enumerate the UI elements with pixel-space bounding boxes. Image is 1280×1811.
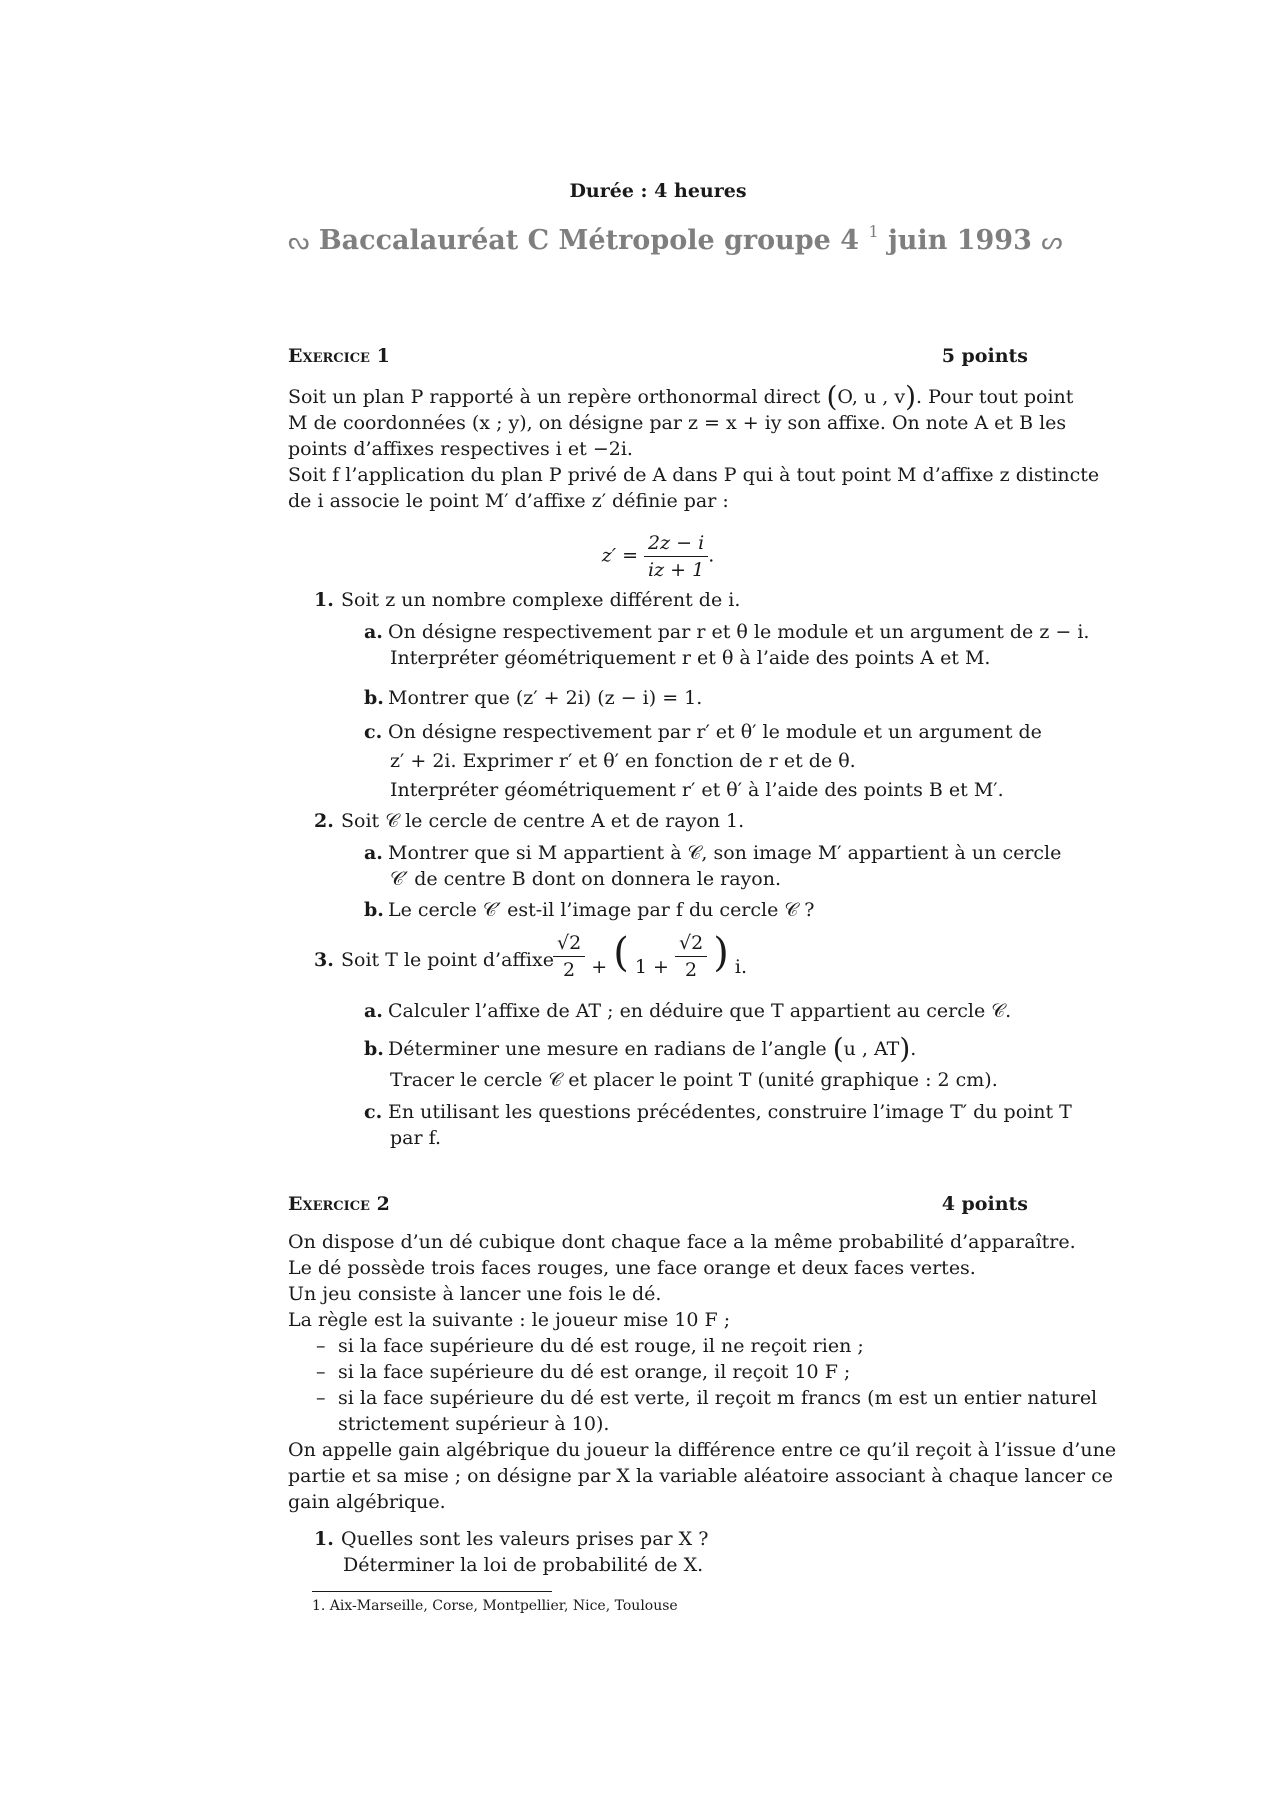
question-text: Le cercle 𝒞′ est-il l’image par f du cercle 𝒞 ? [388, 899, 815, 921]
subquestion-letter: c. [364, 721, 383, 743]
duration: Durée : 4 heures [569, 180, 747, 202]
subquestion-letter: c. [364, 1101, 383, 1123]
subquestion-letter: b. [364, 899, 384, 921]
paragraph-line: gain algébrique. [288, 1491, 446, 1513]
list-item [288, 1385, 1098, 1411]
page [288, 0, 1117, 1811]
list-item [288, 1359, 1028, 1385]
intro-line: Soit f l’application du plan P privé de A dans P qui à tout point M d’affixe z distincte [288, 464, 1100, 486]
bullet-text: si la face supérieure du dé est orange, il reçoit 10 F ; [338, 1361, 851, 1383]
bullet-text: strictement supérieur à 10). [338, 1413, 610, 1435]
question-text: par f. [390, 1127, 442, 1149]
question-3a [288, 998, 1130, 1024]
paragraph-line: On dispose d’un dé cubique dont chaque face a la même probabilité d’apparaître. [288, 1231, 1076, 1253]
sqrt2-over-2 [553, 930, 585, 983]
question-2a [288, 840, 1130, 892]
paragraph-line: Un jeu consiste à lancer une fois le dé. [288, 1283, 662, 1305]
question-1c [288, 719, 1130, 803]
plus-sign: + [591, 956, 608, 978]
exercise1-name: Exercice 1 [288, 345, 390, 367]
subquestion-letter: a. [364, 1000, 383, 1022]
exercise1-heading [288, 343, 1028, 369]
frac-den: 2 [563, 959, 576, 981]
ornament-left-icon: ᔓ [288, 227, 310, 255]
title-date: juin 1993 [888, 225, 1032, 256]
formula-fraction [644, 530, 708, 583]
exercise2-heading [288, 1191, 1028, 1217]
question-2b [288, 897, 1130, 923]
subquestion-letter: a. [364, 621, 383, 643]
intro-line: . Pour tout point [916, 386, 1074, 408]
question-1 [288, 587, 1083, 613]
question-text: Déterminer une mesure en radians de l’angle [388, 1038, 827, 1060]
question-number: 2. [314, 810, 334, 832]
question-text: On désigne respectivement par r′ et θ′ le module et un argument de [388, 721, 1042, 743]
paragraph-line: La règle est la suivante : le joueur mise 10 F ; [288, 1309, 731, 1331]
question-text: Tracer le cercle 𝒞 et placer le point T (unité graphique : 2 cm). [390, 1069, 998, 1091]
frac-num: √2 [553, 930, 585, 957]
repere: O, u , v [837, 386, 906, 408]
formula-lhs: z′ = [601, 544, 638, 567]
sqrt2-over-2-b [675, 930, 707, 983]
footnote: 1. Aix-Marseille, Corse, Montpellier, Nice, Toulouse [312, 1598, 678, 1614]
bullet-dash: – [316, 1387, 326, 1409]
intro-line: points d’affixes respectives i et −2i. [288, 438, 633, 460]
question-text: Soit 𝒞 le cercle de centre A et de rayon 1. [341, 810, 745, 832]
exercise2-name: Exercice 2 [288, 1193, 390, 1215]
paragraph-line: On appelle gain algébrique du joueur la différence entre ce qu’il reçoit à l’issue d’une [288, 1439, 1117, 1461]
bullet-dash: – [316, 1361, 326, 1383]
formula-z-prime: z′ = $\frac{2z - i}{iz + 1}$ . [601, 532, 715, 581]
question-text: En utilisant les questions précédentes, construire l’image T′ du point T [388, 1101, 1072, 1123]
question-text: Déterminer la loi de probabilité de X. [343, 1554, 704, 1576]
one-plus: 1 + [634, 956, 669, 978]
ornament-right-icon: ᔕ [1041, 227, 1063, 255]
footnote-mark[interactable]: 1 [868, 222, 879, 241]
exercise1-intro: Soit un plan P rapporté à un repère orthonormal direct (O, u , v). Pour tout point M de coordonnées (x ; y), on désigne par z = x + iy son affixe. On note A et B les points d’affixes respectives i et −2i. Soit f l’application du plan P privé de A dans P qui à tout point M d’affixe z distincte de i associe le point M′ d’affixe z′ définie par : [288, 380, 1100, 512]
question-1a [288, 619, 1130, 671]
formula-denominator: iz + 1 [648, 559, 705, 581]
question-3 [288, 930, 1083, 990]
question-number: 3. [314, 949, 334, 971]
question-text: 𝒞′ de centre B dont on donnera le rayon. [390, 868, 781, 890]
footnote-rule [312, 1591, 552, 1592]
question-text: Calculer l’affixe de AT ; en déduire que T appartient au cercle 𝒞. [388, 1000, 1012, 1022]
question-text: Soit T le point d’affixe [341, 949, 554, 971]
question-text: Soit z un nombre complexe différent de i. [341, 589, 741, 611]
formula-numerator: 2z − i [644, 530, 708, 557]
question-text: Montrer que si M appartient à 𝒞, son image M′ appartient à un cercle [388, 842, 1062, 864]
question-text: Quelles sont les valeurs prises par X ? [341, 1528, 709, 1550]
bullet-text: si la face supérieure du dé est verte, il reçoit m francs (m est un entier naturel [338, 1387, 1098, 1409]
question-number: 1. [314, 589, 334, 611]
exercise1-points: 5 points [941, 345, 1028, 367]
question-1b [288, 685, 1130, 711]
frac-den: 2 [685, 959, 698, 981]
exercise2-points: 4 points [941, 1193, 1028, 1215]
subquestion-letter: b. [364, 687, 384, 709]
question-text: Interpréter géométriquement r et θ à l’aide des points A et M. [390, 647, 991, 669]
frac-num: √2 [675, 930, 707, 957]
question-text: z′ + 2i. Exprimer r′ et θ′ en fonction de r et de θ. [390, 750, 856, 772]
intro-line: Soit un plan P rapporté à un repère orthonormal direct [288, 386, 821, 408]
exercise2-body [288, 1229, 1117, 1515]
question-3b: b. Déterminer une mesure en radians de l’angle (u , AT). Tracer le cercle 𝒞 et placer le point T (unité graphique : 2 cm). [288, 1036, 1130, 1093]
affixe-T: $\frac{√2}{2}$ + ( 1 + $\frac{√2}{2}$ ) i. [553, 930, 747, 983]
imag-unit: i. [734, 956, 748, 978]
question-text: Montrer que (z′ + 2i) (z − i) = 1. [388, 687, 703, 709]
question-text: On désigne respectivement par r et θ le module et un argument de z − i. [388, 621, 1090, 643]
paragraph-line: Le dé possède trois faces rouges, une face orange et deux faces vertes. [288, 1257, 976, 1279]
page-title [288, 222, 1063, 256]
bullet-dash: – [316, 1335, 326, 1357]
paragraph-line: partie et sa mise ; on désigne par X la variable aléatoire associant à chaque lancer ce [288, 1465, 1114, 1487]
question-text: Interpréter géométriquement r′ et θ′ à l’aide des points B et M′. [390, 779, 1004, 801]
exercise2-question-1 [288, 1526, 1083, 1578]
angle: u , AT [843, 1038, 900, 1060]
question-3c [288, 1099, 1130, 1151]
subquestion-letter: b. [364, 1038, 384, 1060]
intro-line: M de coordonnées (x ; y), on désigne par z = x + iy son affixe. On note A et B les [288, 412, 1067, 434]
question-2 [288, 808, 1083, 834]
title-text: Baccalauréat C Métropole groupe 4 [318, 225, 860, 256]
question-number: 1. [314, 1528, 334, 1550]
subquestion-letter: a. [364, 842, 383, 864]
bullet-text: si la face supérieure du dé est rouge, il ne reçoit rien ; [338, 1335, 864, 1357]
intro-line: de i associe le point M′ d’affixe z′ définie par : [288, 490, 729, 512]
list-item [288, 1333, 1028, 1359]
